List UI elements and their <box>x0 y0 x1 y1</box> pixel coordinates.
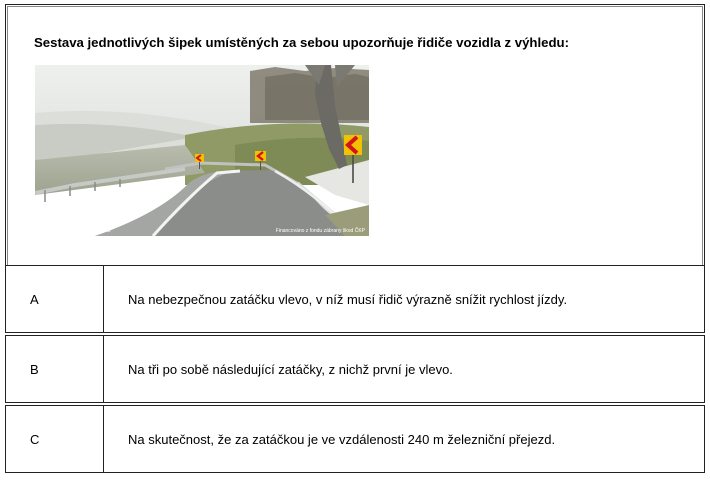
answer-letter: B <box>6 336 104 402</box>
answer-option-c[interactable] <box>5 405 705 473</box>
question-text: Sestava jednotlivých šipek umístěných za sebou upozorňuje řidiče vozidla z výhledu: <box>34 35 569 50</box>
answer-list <box>5 265 705 475</box>
answer-text: Na tři po sobě následující zatáčky, z nichž první je vlevo. <box>128 361 453 377</box>
answer-letter: A <box>6 266 104 332</box>
answer-text: Na skutečnost, že za zatáčkou je ve vzdálenosti 240 m železniční přejezd. <box>128 431 556 447</box>
photo-watermark-right: Financováno z fondu zábrany škod ČKP <box>275 228 365 234</box>
answer-letter: C <box>6 406 104 472</box>
photo-watermark-left: ©Asociace autoškol ČR 2023 <box>39 228 111 234</box>
answer-option-b[interactable] <box>5 335 705 403</box>
test-question-card <box>5 4 705 476</box>
question-panel <box>5 4 705 265</box>
question-photo <box>35 65 369 236</box>
answer-text: Na nebezpečnou zatáčku vlevo, v níž musí řidič výrazně snížit rychlost jízdy. <box>128 291 568 307</box>
answer-option-a[interactable] <box>5 265 705 333</box>
